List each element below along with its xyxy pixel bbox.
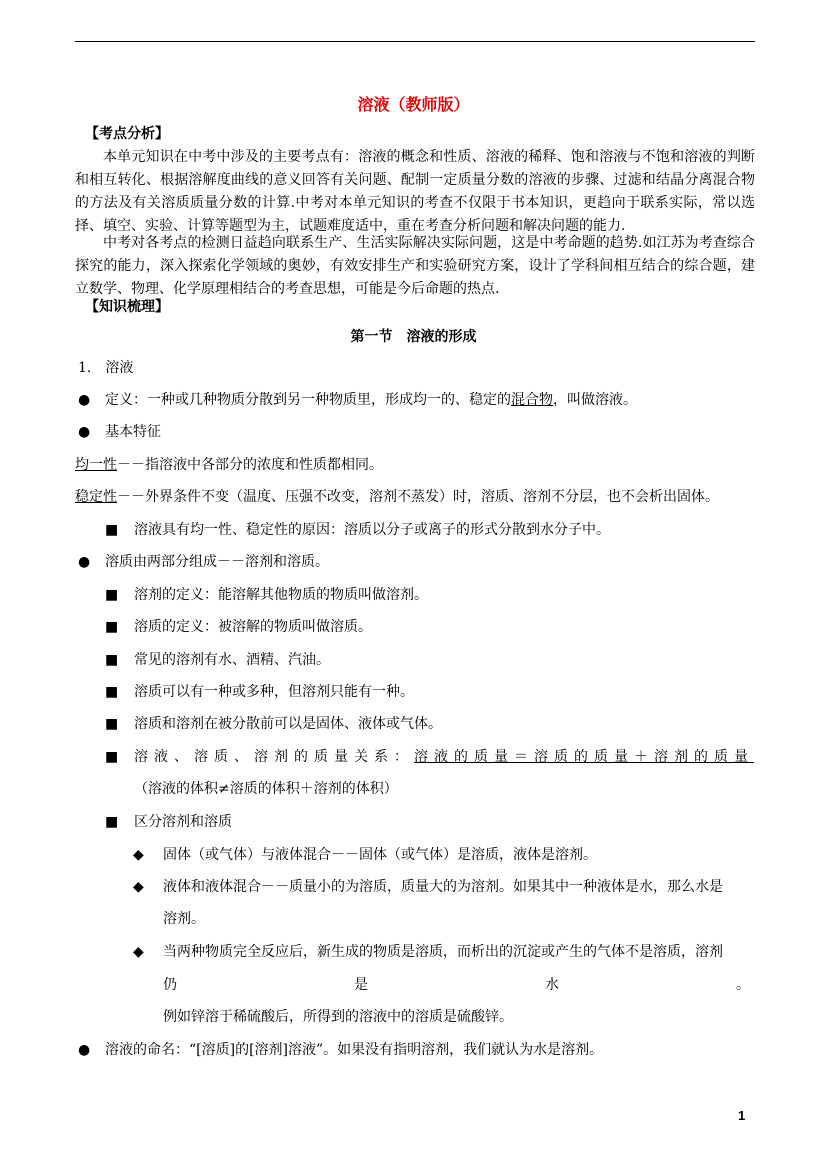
bullet-dot-icon: ●	[78, 392, 91, 408]
spread-char: 是	[354, 977, 368, 993]
square-bullet-icon: ■	[105, 587, 119, 603]
analysis-paragraph-2: 中考对各考点的检测日益趋向联系生产、生活实际解决实际问题，这是中考命题的趋势.如江苏为考查综合探究的能力，深入探索化学领域的奥妙，有效安排生产和实验研究方案，设计了学科间相互结合的综合题，建立数学、物理、化学原理相结合的考查思想，可能是今后命题的热点.	[75, 235, 755, 297]
diamond-item-3b	[163, 975, 750, 996]
stable-line	[75, 487, 719, 508]
square-bullet-icon: ■	[105, 814, 119, 830]
sub-item-solute-def: 溶质的定义：被溶解的物质叫做溶质。	[134, 619, 372, 635]
section-title: 第一节 溶液的形成	[350, 329, 477, 345]
mass-relation-pre: 溶液、溶质、溶剂的质量关系：	[134, 749, 414, 765]
uniform-term: 均一性	[75, 457, 117, 473]
volume-note: （溶液的体积≠溶质的体积＋溶剂的体积）	[134, 781, 398, 797]
diamond-bullet-icon: ◆	[133, 879, 144, 895]
bullet-dot-icon: ●	[78, 1042, 91, 1058]
square-bullet-icon: ■	[105, 652, 119, 668]
diamond-item-1: 固体（或气体）与液体混合－－固体（或气体）是溶质，液体是溶剂。	[163, 847, 597, 863]
diamond-item-2a: 液体和液体混合－－质量小的为溶质，质量大的为溶剂。如果其中一种液体是水，那么水是	[163, 879, 723, 895]
reason-line: 溶液具有均一性、稳定性的原因：溶质以分子或离子的形式分散到水分子中。	[134, 522, 610, 538]
mass-relation-formula: 溶液的质量＝溶质的质量＋溶剂的质量	[414, 749, 754, 765]
spread-char: 仍	[163, 977, 177, 993]
uniform-text: －－指溶液中各部分的浓度和性质都相同。	[117, 457, 383, 473]
distinguish-heading: 区分溶剂和溶质	[134, 814, 232, 830]
diamond-bullet-icon: ◆	[133, 944, 144, 960]
definition-underlined: 混合物	[511, 392, 553, 408]
definition-line	[105, 390, 637, 411]
square-bullet-icon: ■	[105, 716, 119, 732]
page-number: 1	[738, 1108, 746, 1123]
header-rule	[75, 41, 755, 42]
definition-text-end: ，叫做溶液。	[553, 392, 637, 408]
spread-char: 水	[545, 977, 559, 993]
bullet-dot-icon: ●	[78, 424, 91, 440]
sub-item-solute-count: 溶质可以有一种或多种，但溶剂只能有一种。	[134, 684, 414, 700]
uniform-line	[75, 455, 383, 476]
stable-text: －－外界条件不变（温度、压强不改变，溶剂不蒸发）时，溶质、溶剂不分层，也不会析出固体。	[117, 489, 719, 505]
definition-text: 定义：一种或几种物质分散到另一种物质里，形成均一的、稳定的	[105, 392, 511, 408]
sub-item-solvent-def: 溶剂的定义：能溶解其他物质的物质叫做溶剂。	[134, 587, 428, 603]
diamond-item-3c: 例如锌溶于稀硫酸后，所得到的溶液中的溶质是硫酸锌。	[163, 1009, 513, 1025]
square-bullet-icon: ■	[105, 749, 119, 765]
page-title: 溶液（教师版）	[357, 95, 470, 114]
knowledge-heading: 【知识梳理】	[85, 299, 169, 315]
square-bullet-icon: ■	[105, 522, 119, 538]
analysis-paragraph-1: 本单元知识在中考中涉及的主要考点有：溶液的概念和性质、溶液的稀释、饱和溶液与不饱和溶液的判断和相互转化、根据溶解度曲线的意义回答有关问题、配制一定质量分数的溶液的步骤、过滤和结晶分离混合物的方法及有关溶质质量分数的计算.中考对本单元知识的考查不仅限于书本知识，更趋向于联系实际，常以选择、填空、实验、计算等题型为主，试题难度适中，重在考查分析问题和解决问题的能力.	[75, 149, 755, 234]
composition-line: 溶质由两部分组成－－溶剂和溶质。	[105, 554, 329, 570]
diamond-bullet-icon: ◆	[133, 847, 144, 863]
naming-line: 溶液的命名：“[溶质]的[溶剂]溶液”。如果没有指明溶剂，我们就认为水是溶剂。	[105, 1042, 604, 1058]
basic-features: 基本特征	[105, 424, 161, 440]
sub-item-common-solvents: 常见的溶剂有水、酒精、汽油。	[134, 652, 330, 668]
spread-char: 。	[736, 977, 750, 993]
sub-item-states: 溶质和溶剂在被分散前可以是固体、液体或气体。	[134, 716, 442, 732]
diamond-item-3a: 当两种物质完全反应后，新生成的物质是溶质，而析出的沉淀或产生的气体不是溶质，溶剂	[163, 944, 723, 960]
stable-term: 稳定性	[75, 489, 117, 505]
item-1-heading: 1. 溶液	[78, 360, 134, 376]
square-bullet-icon: ■	[105, 684, 119, 700]
diamond-item-2b: 溶剂。	[163, 911, 205, 927]
bullet-dot-icon: ●	[78, 554, 91, 570]
analysis-heading: 【考点分析】	[85, 126, 169, 142]
square-bullet-icon: ■	[105, 619, 119, 635]
